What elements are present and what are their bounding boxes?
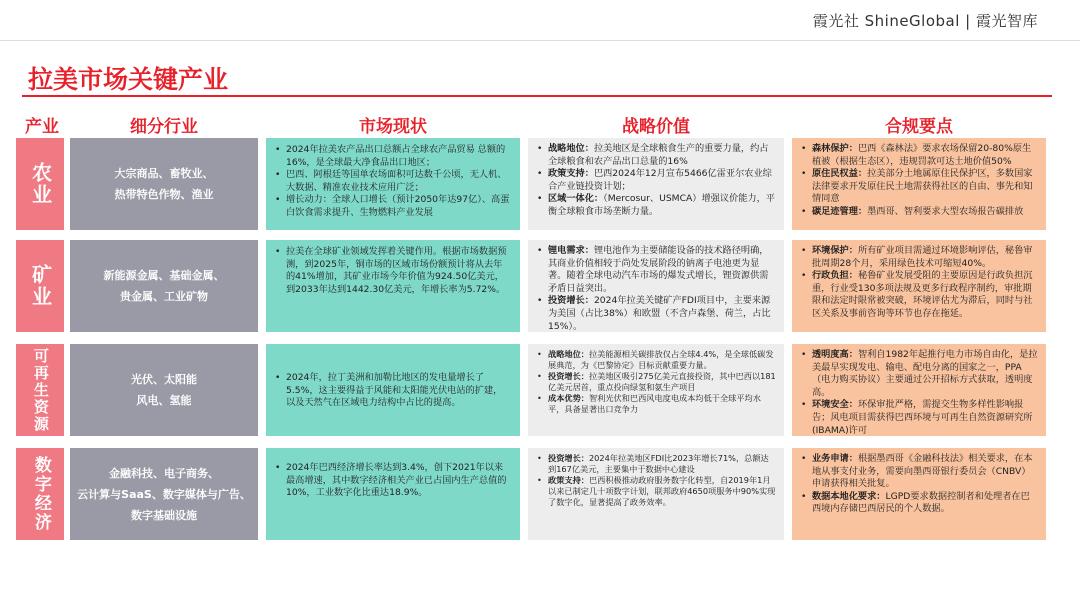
- value-bullet: • 投资增长：2024年拉美地区FDI比2023年增长71%，总额达到167亿美元，主要集中于数据中心建设: [536, 453, 776, 475]
- compliance-bullet: • 环境安全：环保审批严格，需提交生物多样性影响报告；风电项目需获得巴西环境与可再生自然资源研究所(IBAMA)许可: [800, 399, 1038, 436]
- sub-industry-cell: [70, 344, 258, 436]
- header-market-status: 市场现状: [359, 117, 427, 137]
- sub-industry-line: 光伏、太阳能: [131, 373, 197, 386]
- sub-industry-line: 热带特色作物、渔业: [114, 188, 214, 201]
- industry-cell-renewables: [16, 344, 64, 436]
- compliance-bullet: • 环境保护：所有矿业项目需通过环境影响评估，秘鲁审批周期28个月，采用绿色技术可缩短40%。: [800, 245, 1038, 270]
- industry-label: 矿业: [28, 264, 53, 308]
- sub-industry-line: 风电、氢能: [136, 394, 192, 407]
- sub-industry-line: 金融科技、电子商务、: [109, 466, 219, 480]
- sub-industry-line: 数字基础设施: [131, 508, 197, 522]
- strategic-value-cell: [528, 138, 784, 230]
- strategic-value-cell: [528, 448, 784, 540]
- market-status-cell: [266, 448, 520, 540]
- industry-label: 数字经济: [30, 456, 51, 532]
- market-status-cell: [266, 138, 520, 230]
- compliance-cell: [792, 344, 1046, 436]
- value-bullet: • 战略地位：拉美地区是全球粮食生产的重要力量，约占全球粮食和农产品出口总量的16%: [536, 143, 776, 168]
- value-bullet: • 政策支持：巴西积极推动政府服务数字化转型，自2019年1月以来已制定几十项数字计划，联邦政府4650项服务中90%实现了数字化，显著提高了政务效率。: [536, 475, 776, 508]
- brand-logo: 霞光社 ShineGlobal | 霞光智库: [812, 12, 1038, 30]
- header-sub-industry: 细分行业: [130, 117, 198, 137]
- header-divider: [0, 40, 1080, 41]
- page-title: 拉美市场关键产业: [28, 65, 229, 94]
- status-bullet: • 2024年巴西经济增长率达到3.4%，创下2021年以来最高增速，其中数字经济相关产业已占国内生产总值的10%，工业数字化比重达18.9%。: [274, 462, 510, 500]
- sub-industry-cell: [70, 240, 258, 332]
- header-strategic-value: 战略价值: [622, 117, 690, 137]
- value-bullet: • 政策支持：巴西2024年12月宣布5466亿雷亚尔农业综合产业链投资计划；: [536, 168, 776, 193]
- status-bullet: • 巴西、阿根廷等国单农场面积可达数千公顷，无人机、大数据、精准农业技术应用广泛；: [274, 169, 510, 194]
- strategic-value-cell: [528, 344, 784, 436]
- status-bullet: • 2024年拉美农产品出口总额占全球农产品贸易 总额的16%，是全球最大净食品出口地区；: [274, 144, 510, 169]
- sub-industry-cell: [70, 448, 258, 540]
- compliance-bullet: • 行政负担：秘鲁矿业发展受阻的主要原因是行政负担沉重，行业受130多项法规及更多行政程序制约，审批期限和法定时限常被突破，环境评估尤为滞后，同时与社区关系及事前咨询等环节也存在拖延。: [800, 270, 1038, 320]
- market-status-cell: [266, 344, 520, 436]
- value-bullet: • 战略地位：拉美能源相关碳排放仅占全球4.4%，是全球低碳发展典范，为《巴黎协定》目标贡献重要力量。: [536, 349, 776, 371]
- industry-cell-digital-economy: [16, 448, 64, 540]
- industry-label: 农业: [28, 162, 53, 206]
- value-bullet: • 成本优势：智利光伏和巴西风电度电成本均低于全球平均水平，具备显著出口竞争力: [536, 393, 776, 415]
- sub-industry-cell: [70, 138, 258, 230]
- compliance-bullet: • 业务申请：根据墨西哥《金融科技法》相关要求，在本地从事支付业务，需要向墨西哥银行委员会（CNBV）申请获得相关批复。: [800, 453, 1038, 491]
- compliance-cell: [792, 448, 1046, 540]
- header-compliance: 合规要点: [885, 117, 953, 137]
- compliance-bullet: • 原住民权益：拉美部分土地属原住民保护区，多数国家法律要求开发原住民土地需获得社区的自由、事先和知情同意: [800, 168, 1038, 206]
- compliance-bullet: • 数据本地化要求：LGPD要求数据控制者和处理者在巴西境内存储巴西居民的个人数据。: [800, 491, 1038, 516]
- status-bullet: • 拉美在全球矿业领域发挥着关键作用。根据市场数据预测，到2025年，铜市场的区域市场份额预计将从去年的41%增加，其矿业市场今年价值为924.50亿美元，到2033年达到1442.30亿美元，年增长率为5.72%。: [274, 246, 510, 296]
- status-bullet: • 2024年，拉丁美洲和加勒比地区的发电量增长了5.5%，这主要得益于风能和太阳能光伏电站的扩建，以及天然气在区域电力结构中占比的提高。: [274, 372, 510, 410]
- title-underline: [22, 95, 1052, 97]
- sub-industry-line: 贵金属、工业矿物: [120, 290, 208, 303]
- sub-industry-line: 大宗商品、畜牧业、: [114, 167, 214, 180]
- header-industry: 产业: [25, 117, 59, 137]
- sub-industry-line: 新能源金属、基础金属、: [103, 269, 225, 282]
- compliance-bullet: • 森林保护：巴西《森林法》要求农场保留20-80%原生植被（根据生态区），违规罚款可达土地价值50%: [800, 143, 1038, 168]
- value-bullet: • 区域一体化：（Mercosur、USMCA）增强议价能力，平衡全球粮食市场垄断力量。: [536, 193, 776, 218]
- value-bullet: • 投资增长：2024年拉美关键矿产FDI项目中，主要来源为美国（占比38%）和欧盟（不含卢森堡、荷兰，占比15%）。: [536, 295, 776, 332]
- industry-cell-mining: [16, 240, 64, 332]
- compliance-bullet: • 碳足迹管理：墨西哥、智利要求大型农场报告碳排放: [800, 206, 1038, 219]
- compliance-cell: [792, 138, 1046, 230]
- compliance-bullet: • 透明度高：智利自1982年起推行电力市场自由化，是拉美最早实现发电、输电、配电分离的国家之一，PPA（电力购买协议）主要通过公开招标方式获取，透明度高。: [800, 349, 1038, 399]
- industry-cell-agriculture: [16, 138, 64, 230]
- market-status-cell: [266, 240, 520, 332]
- value-bullet: • 投资增长：拉美地区吸引275亿美元直接投资，其中巴西以181亿美元居首，重点投向绿氢和氨生产项目: [536, 371, 776, 393]
- strategic-value-cell: [528, 240, 784, 332]
- industry-label: 可再生资源: [31, 347, 50, 433]
- status-bullet: • 增长动力：全球人口增长（预计2050年达97亿）、高蛋白饮食需求提升、生物燃料产业发展: [274, 194, 510, 219]
- compliance-cell: [792, 240, 1046, 332]
- value-bullet: • 锂电需求：锂电池作为主要储能设备的技术路径明确，其商业价值相较于尚处发展阶段的钠离子电池更为显著。随着全球电动汽车市场的爆发式增长，锂资源供需矛盾日益突出。: [536, 245, 776, 295]
- sub-industry-line: 云计算与SaaS、数字媒体与广告、: [77, 487, 251, 501]
